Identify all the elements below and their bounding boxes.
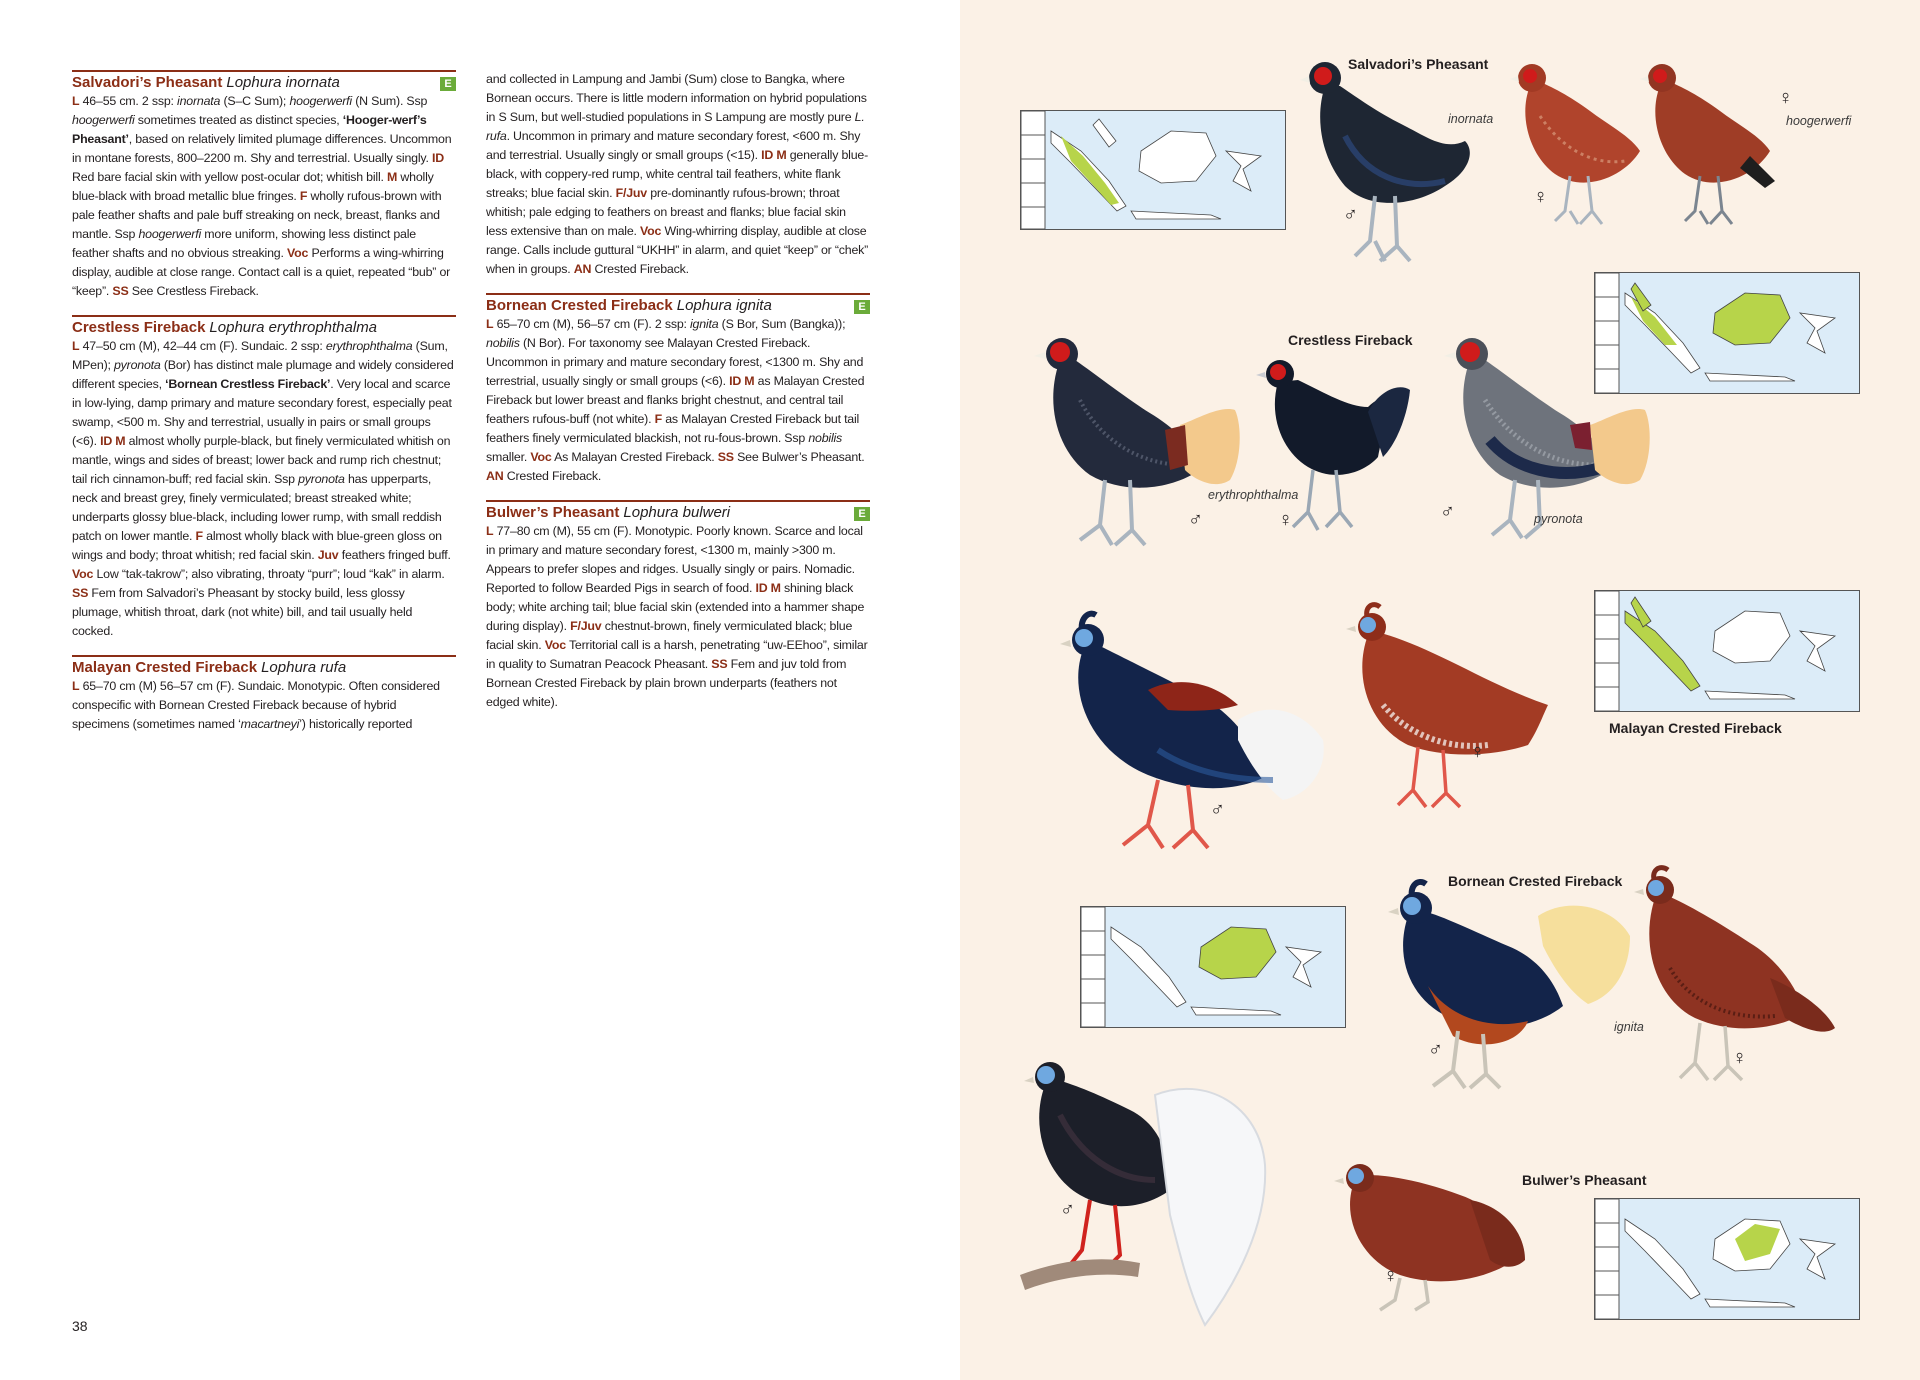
entry-text: L 47–50 cm (M), 42–44 cm (F). Sundaic. 2 ssp: erythrophthalma (Sum, MPen); pyronota (Bor) has distinct male plumage and widely considered different species, ‘Bornean Crestless Fireback’. Very local and scarce in low-lying, damp primary and mature secondary forest, especially peat swamp, <500 m. Shy and terrestrial, usually in pairs or small groups (<6). ID M almost wholly purple-black, but finely vermiculated whitish on mantle, wings and sides of breast; lower back and rump rich chestnut; tail rich cinnamon-buff; red facial skin. Ssp pyronota has upperparts, neck and breast grey, finely vermiculated; breast streaked white; underparts glossy blue-black, including lower rump, with small reddish patch on lower mantle. F almost wholly black with blue-green gloss on wings and body; throat whitish; red facial skin. Juv feathers fringed buff. Voc Low “tak-takrow”; also vibrating, throaty “purr”; loud “kak” in alarm. SS Fem from Salvadori’s Pheasant by stocky build, less glossy plumage, whitish throat, dark (not white) bill, and tail usually held cocked.: [72, 339, 454, 638]
ssp-label-erythrophthalma: erythrophthalma: [1208, 488, 1299, 502]
male-symbol: ♂: [1060, 1199, 1075, 1221]
common-name: Malayan Crested Fireback: [72, 659, 258, 676]
male-symbol: ♂: [1343, 204, 1358, 226]
entry-text: L 65–70 cm (M), 56–57 cm (F). 2 ssp: ignita (S Bor, Sum (Bangka)); nobilis (N Bor). For taxonomy see Malayan Crested Fireback. Uncommon in primary and mature secondary forest, <1300 m. Shy and terrestrial, usually singly or small groups (<6). ID M as Malayan Crested Fireback but lower breast and flanks bright chestnut, and central tail feathers rufous-buff (not white). F as Malayan Crested Fireback but tail feathers finely vermiculated blackish, not ru-fous-brown. Ssp nobilis smaller. Voc As Malayan Crested Fireback. SS See Bulwer’s Pheasant. AN Crested Fireback.: [486, 317, 865, 483]
plate-label-salvadori: Salvadori’s Pheasant: [1348, 56, 1489, 72]
latin-name: Lophura bulweri: [623, 504, 731, 521]
illustration-plate: [960, 0, 1920, 1380]
female-symbol: ♀: [1533, 186, 1548, 208]
entry-heading: [72, 655, 456, 677]
text-column-2: [486, 70, 870, 726]
latin-name: Lophura erythrophthalma: [209, 319, 378, 336]
bird-salvadori-male: [1285, 56, 1485, 276]
plate-label-bornean: Bornean Crested Fireback: [1448, 873, 1623, 889]
entry-text: L 77–80 cm (M), 55 cm (F). Monotypic. Poorly known. Scarce and local in primary and mature secondary forest, <1300 m, mainly >300 m. Appears to prefer slopes and ridges. Usually singly or pairs. Nomadic. Reported to follow Bearded Pigs in search of food. ID M shining black body; white arching tail; blue facial skin (extended into a hammer shape during display). F/Juv chestnut-brown, finely vermiculated black; blue facial skin. Voc Territorial call is a harsh, penetrating “uw-EEhoo”, similar in quality to Sumatran Peacock Pheasant. SS Fem and juv told from Bornean Crested Fireback by plain brown underparts (feathers not edged white).: [486, 524, 868, 709]
endemic-badge: E: [854, 507, 870, 521]
latin-name: Lophura inornata: [226, 74, 340, 91]
female-symbol: ♀: [1778, 87, 1793, 109]
page-number: 38: [72, 1318, 88, 1334]
male-symbol: ♂: [1188, 509, 1203, 531]
entry-heading: [72, 315, 456, 337]
latin-name: Lophura ignita: [676, 297, 772, 314]
text-column-1: [72, 70, 456, 748]
ssp-label-pyronota: pyronota: [1534, 512, 1583, 526]
continued-text: and collected in Lampung and Jambi (Sum) close to Bangka, where Bornean occurs. There is little modern information on hybrid populations in S Sum, but well-studied populations in S Lampung are mostly pure L. rufa. Uncommon in primary and mature secondary forest, <600 m. Shy and terrestrial. Usually singly or small groups (<15). ID M generally blue-black, with coppery-red rump, white central tail feathers, white flank streaks; blue facial skin. F/Juv pre-dominantly rufous-brown; throat whitish; pale edging to feathers on breast and flanks; blue facial skin less extensive than on male. Voc Wing-whirring display, audible at close range. Calls include guttural “UKHH” in alarm, and quiet “keep” or “chek” when in groups. AN Crested Fireback.: [486, 72, 869, 276]
bird-crestless-female: [1248, 352, 1413, 552]
bird-bornean-male: [1368, 866, 1638, 1106]
male-symbol: ♂: [1210, 799, 1225, 821]
entry-text: L 65–70 cm (M) 56–57 cm (F). Sundaic. Monotypic. Often considered conspecific with Bornean Crested Fireback because of hybrid specimens (sometimes named ‘macartneyi’) historically reported: [72, 679, 440, 731]
bird-salvadori-female-hoogerwerfi: [1630, 56, 1780, 236]
entry-heading: [486, 500, 870, 522]
bird-bulwer-male: [1020, 1055, 1270, 1330]
range-map: [1594, 590, 1860, 712]
latin-name: Lophura rufa: [261, 659, 347, 676]
bird-bornean-female: [1620, 858, 1840, 1098]
ssp-label-ignita: ignita: [1614, 1020, 1644, 1034]
species-entry: [72, 315, 456, 641]
female-symbol: ♀: [1732, 1047, 1747, 1069]
common-name: Salvadori’s Pheasant: [72, 74, 223, 91]
entry-text: L 46–55 cm. 2 ssp: inornata (S–C Sum); hoogerwerfi (N Sum). Ssp hoogerwerfi sometimes treated as distinct species, ‘Hooger-werf’s Pheasant’, based on relatively limited plumage differences. Uncommon in montane forests, 800–2200 m. Shy and terrestrial. Usually singly. ID Red bare facial skin with yellow post-ocular dot; whitish bill. M wholly blue-black with broad metallic blue fringes. F wholly rufous-brown with pale feather shafts and pale buff streaking on neck, breast, flanks and mantle. Ssp hoogerwerfi more uniform, showing less distinct pale feather shafts and no obvious streaking. Voc Performs a wing-whirring display, audible at close range. Contact call is a quiet, repeated “bub” or “keep”. SS See Crestless Fireback.: [72, 94, 452, 298]
female-symbol: ♀: [1278, 509, 1293, 531]
species-entry: [72, 70, 456, 301]
bird-salvadori-female-inornata: [1500, 56, 1650, 236]
range-map: [1594, 1198, 1860, 1320]
species-entry: [486, 500, 870, 712]
plate-label-bulwer: Bulwer’s Pheasant: [1522, 1172, 1647, 1188]
bird-crestless-male-erythrophthalma: [1020, 330, 1245, 560]
male-symbol: ♂: [1440, 501, 1455, 523]
female-symbol: ♀: [1470, 741, 1485, 763]
species-entry: [486, 293, 870, 486]
male-symbol: ♂: [1428, 1039, 1443, 1061]
entry-heading: [486, 293, 870, 315]
species-entry: [72, 655, 456, 734]
common-name: Bulwer’s Pheasant: [486, 504, 620, 521]
range-map: [1080, 906, 1346, 1028]
entry-heading: [72, 70, 456, 92]
plate-label-crestless: Crestless Fireback: [1288, 332, 1413, 348]
ssp-label-hoogerwerfi: hoogerwerfi: [1786, 114, 1852, 128]
common-name: Bornean Crested Fireback: [486, 297, 673, 314]
endemic-badge: E: [854, 300, 870, 314]
plate-label-malayan: Malayan Crested Fireback: [1609, 720, 1782, 736]
range-map: [1020, 110, 1286, 230]
female-symbol: ♀: [1383, 1265, 1398, 1287]
endemic-badge: E: [440, 77, 456, 91]
bird-malayan-female: [1328, 595, 1558, 825]
bird-malayan-male: [1038, 600, 1338, 870]
common-name: Crestless Fireback: [72, 319, 206, 336]
ssp-label-inornata: inornata: [1448, 112, 1494, 126]
bird-bulwer-female: [1320, 1160, 1530, 1320]
